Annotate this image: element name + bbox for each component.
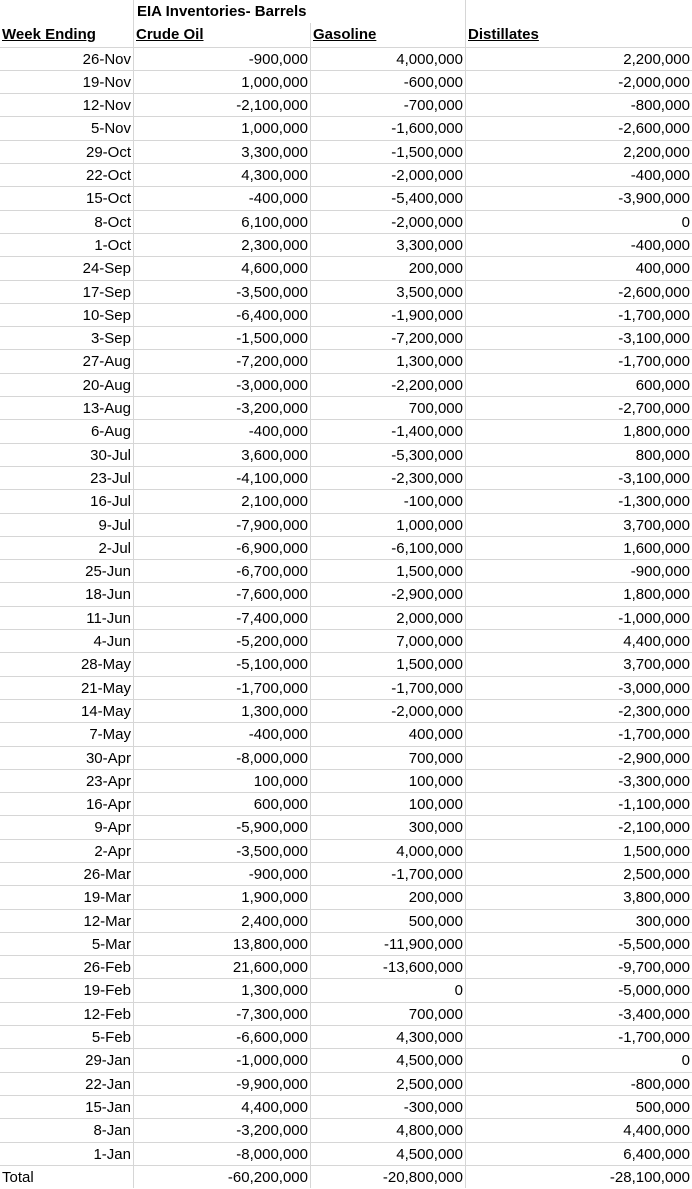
distillates-cell[interactable]: -1,700,000 [465,1025,692,1048]
gasoline-cell[interactable]: 2,500,000 [310,1072,465,1095]
header-crude-oil[interactable]: Crude Oil [133,23,310,46]
week-ending-cell[interactable]: 2-Apr [0,839,133,862]
gasoline-cell[interactable]: 0 [310,978,465,1001]
week-ending-cell[interactable]: 2-Jul [0,536,133,559]
table-row [0,839,692,862]
week-ending-cell[interactable]: 11-Jun [0,606,133,629]
distillates-cell[interactable]: 4,400,000 [465,629,692,652]
week-ending-cell[interactable]: 4-Jun [0,629,133,652]
gasoline-cell[interactable]: 4,000,000 [310,839,465,862]
gasoline-cell[interactable]: -1,400,000 [310,419,465,442]
distillates-cell[interactable]: -9,700,000 [465,955,692,978]
crude-oil-cell[interactable]: -900,000 [133,862,310,885]
distillates-cell[interactable]: -800,000 [465,1072,692,1095]
distillates-cell[interactable]: 800,000 [465,443,692,466]
distillates-cell[interactable]: -2,600,000 [465,116,692,139]
table-row [0,676,692,699]
distillates-cell[interactable]: -1,700,000 [465,303,692,326]
distillates-cell[interactable]: -2,000,000 [465,70,692,93]
table-row [0,932,692,955]
gasoline-cell[interactable]: -7,200,000 [310,326,465,349]
table-row [0,1048,692,1071]
table-row [0,792,692,815]
title-row [0,0,692,23]
total-distillates[interactable]: -28,100,000 [465,1165,692,1188]
crude-oil-cell[interactable]: -900,000 [133,47,310,70]
crude-oil-cell[interactable]: 1,900,000 [133,885,310,908]
week-ending-cell[interactable]: 17-Sep [0,280,133,303]
crude-oil-cell[interactable]: -5,100,000 [133,652,310,675]
crude-oil-cell[interactable]: 2,300,000 [133,233,310,256]
crude-oil-cell[interactable]: -3,500,000 [133,839,310,862]
distillates-cell[interactable]: 2,200,000 [465,140,692,163]
table-row [0,815,692,838]
table-row [0,349,692,372]
week-ending-cell[interactable]: 9-Apr [0,815,133,838]
gasoline-cell[interactable]: 700,000 [310,1002,465,1025]
gasoline-cell[interactable]: -1,900,000 [310,303,465,326]
crude-oil-cell[interactable]: -400,000 [133,419,310,442]
distillates-cell[interactable]: 3,800,000 [465,885,692,908]
gasoline-cell[interactable]: -1,600,000 [310,116,465,139]
distillates-cell[interactable]: 2,500,000 [465,862,692,885]
distillates-cell[interactable]: -2,700,000 [465,396,692,419]
crude-oil-cell[interactable]: 21,600,000 [133,955,310,978]
crude-oil-cell[interactable]: -6,400,000 [133,303,310,326]
week-ending-cell[interactable]: 8-Oct [0,210,133,233]
distillates-cell[interactable]: -5,500,000 [465,932,692,955]
week-ending-cell[interactable]: 5-Mar [0,932,133,955]
header-distillates[interactable]: Distillates [465,23,692,46]
distillates-cell[interactable]: -800,000 [465,93,692,116]
week-ending-cell[interactable]: 29-Jan [0,1048,133,1071]
table-row [0,93,692,116]
week-ending-cell[interactable]: 23-Jul [0,466,133,489]
table-row [0,466,692,489]
crude-oil-cell[interactable]: -1,000,000 [133,1048,310,1071]
total-gasoline[interactable]: -20,800,000 [310,1165,465,1188]
distillates-cell[interactable]: -400,000 [465,163,692,186]
distillates-cell[interactable]: -2,100,000 [465,815,692,838]
table-row [0,419,692,442]
crude-oil-cell[interactable]: -7,900,000 [133,513,310,536]
gasoline-cell[interactable]: -2,300,000 [310,466,465,489]
table-row [0,746,692,769]
crude-oil-cell[interactable]: -7,400,000 [133,606,310,629]
week-ending-cell[interactable]: 18-Jun [0,582,133,605]
crude-oil-cell[interactable]: -8,000,000 [133,1142,310,1165]
week-ending-cell[interactable]: 19-Mar [0,885,133,908]
distillates-cell[interactable]: -3,900,000 [465,186,692,209]
distillates-cell[interactable]: 6,400,000 [465,1142,692,1165]
week-ending-cell[interactable]: 7-May [0,722,133,745]
week-ending-cell[interactable]: 5-Nov [0,116,133,139]
table-row [0,256,692,279]
week-ending-cell[interactable]: 15-Oct [0,186,133,209]
table-row [0,210,692,233]
table-row [0,233,692,256]
week-ending-cell[interactable]: 8-Jan [0,1118,133,1141]
distillates-cell[interactable]: 0 [465,210,692,233]
table-row [0,722,692,745]
crude-oil-cell[interactable]: 3,600,000 [133,443,310,466]
week-ending-cell[interactable]: 27-Aug [0,349,133,372]
table-row [0,1025,692,1048]
distillates-cell[interactable]: -3,000,000 [465,676,692,699]
week-ending-cell[interactable]: 16-Jul [0,489,133,512]
week-ending-cell[interactable]: 25-Jun [0,559,133,582]
table-row [0,489,692,512]
gasoline-cell[interactable]: 1,300,000 [310,349,465,372]
table-row [0,70,692,93]
header-week-ending[interactable]: Week Ending [2,26,96,44]
week-ending-cell[interactable]: 12-Nov [0,93,133,116]
table-row [0,163,692,186]
crude-oil-cell[interactable]: -9,900,000 [133,1072,310,1095]
week-ending-cell[interactable]: 14-May [0,699,133,722]
week-ending-cell[interactable]: 29-Oct [0,140,133,163]
crude-oil-cell[interactable]: 3,300,000 [133,140,310,163]
gasoline-cell[interactable]: 4,800,000 [310,1118,465,1141]
gasoline-cell[interactable]: -13,600,000 [310,955,465,978]
distillates-cell[interactable]: -1,300,000 [465,489,692,512]
gasoline-cell[interactable]: 1,500,000 [310,559,465,582]
distillates-cell[interactable]: -1,700,000 [465,349,692,372]
week-ending-cell[interactable]: 19-Feb [0,978,133,1001]
crude-oil-cell[interactable]: 2,100,000 [133,489,310,512]
gasoline-cell[interactable]: -2,900,000 [310,582,465,605]
sheet-title[interactable]: EIA Inventories- Barrels [133,0,310,23]
distillates-cell[interactable]: 2,200,000 [465,47,692,70]
distillates-cell[interactable]: -3,300,000 [465,769,692,792]
gasoline-cell[interactable]: -5,400,000 [310,186,465,209]
distillates-cell[interactable]: 4,400,000 [465,1118,692,1141]
table-row [0,326,692,349]
week-ending-cell[interactable]: 22-Oct [0,163,133,186]
week-ending-cell[interactable]: 20-Aug [0,373,133,396]
distillates-cell[interactable]: -3,100,000 [465,466,692,489]
crude-oil-cell[interactable]: 4,400,000 [133,1095,310,1118]
table-row [0,1072,692,1095]
week-ending-cell[interactable]: 1-Oct [0,233,133,256]
table-row [0,699,692,722]
distillates-cell[interactable]: -2,900,000 [465,746,692,769]
week-ending-cell[interactable]: 30-Jul [0,443,133,466]
gasoline-cell[interactable]: 100,000 [310,769,465,792]
gasoline-cell[interactable]: 700,000 [310,396,465,419]
crude-oil-cell[interactable]: 2,400,000 [133,909,310,932]
week-ending-cell[interactable]: 26-Nov [0,47,133,70]
crude-oil-cell[interactable]: -6,700,000 [133,559,310,582]
crude-oil-cell[interactable]: -6,600,000 [133,1025,310,1048]
week-ending-cell[interactable]: 15-Jan [0,1095,133,1118]
header-row [0,23,692,46]
crude-oil-cell[interactable]: 4,600,000 [133,256,310,279]
gasoline-cell[interactable]: 500,000 [310,909,465,932]
distillates-cell[interactable]: -900,000 [465,559,692,582]
distillates-cell[interactable]: -1,100,000 [465,792,692,815]
crude-oil-cell[interactable]: 6,100,000 [133,210,310,233]
week-ending-cell[interactable]: 30-Apr [0,746,133,769]
crude-oil-cell[interactable]: 4,300,000 [133,163,310,186]
total-row [0,1165,692,1188]
distillates-cell[interactable]: 400,000 [465,256,692,279]
gasoline-cell[interactable]: 200,000 [310,885,465,908]
crude-oil-cell[interactable]: -3,500,000 [133,280,310,303]
week-ending-cell[interactable]: 19-Nov [0,70,133,93]
gasoline-cell[interactable]: -1,700,000 [310,676,465,699]
week-ending-cell[interactable]: 26-Feb [0,955,133,978]
total-crude-oil[interactable]: -60,200,000 [133,1165,310,1188]
distillates-cell[interactable]: -1,700,000 [465,722,692,745]
gasoline-cell[interactable]: -100,000 [310,489,465,512]
gasoline-cell[interactable]: 700,000 [310,746,465,769]
table-row [0,280,692,303]
table-row [0,1002,692,1025]
table-row [0,909,692,932]
table-row [0,978,692,1001]
table-row [0,862,692,885]
gasoline-cell[interactable]: -6,100,000 [310,536,465,559]
gasoline-cell[interactable]: -5,300,000 [310,443,465,466]
crude-oil-cell[interactable]: 1,300,000 [133,978,310,1001]
table-row [0,116,692,139]
distillates-cell[interactable]: -1,000,000 [465,606,692,629]
table-row [0,1118,692,1141]
distillates-cell[interactable]: -3,100,000 [465,326,692,349]
table-row [0,629,692,652]
gasoline-cell[interactable]: 3,500,000 [310,280,465,303]
week-ending-cell[interactable]: 16-Apr [0,792,133,815]
crude-oil-cell[interactable]: -3,200,000 [133,396,310,419]
week-ending-cell[interactable]: 28-May [0,652,133,675]
crude-oil-cell[interactable]: -400,000 [133,186,310,209]
distillates-cell[interactable]: -2,300,000 [465,699,692,722]
crude-oil-cell[interactable]: -3,200,000 [133,1118,310,1141]
week-ending-cell[interactable]: 12-Mar [0,909,133,932]
table-row [0,885,692,908]
title-blank-cell[interactable] [0,0,133,23]
gasoline-cell[interactable]: -2,000,000 [310,699,465,722]
crude-oil-cell[interactable]: -3,000,000 [133,373,310,396]
title-blank-cell[interactable] [465,0,692,23]
table-row [0,513,692,536]
table-row [0,186,692,209]
distillates-cell[interactable]: 1,600,000 [465,536,692,559]
gasoline-cell[interactable]: 100,000 [310,792,465,815]
table-row [0,1095,692,1118]
table-row [0,582,692,605]
week-ending-cell[interactable]: 10-Sep [0,303,133,326]
crude-oil-cell[interactable]: -7,200,000 [133,349,310,372]
header-gasoline[interactable]: Gasoline [310,23,465,46]
table-row [0,955,692,978]
crude-oil-cell[interactable]: -4,100,000 [133,466,310,489]
crude-oil-cell[interactable]: 600,000 [133,792,310,815]
crude-oil-cell[interactable]: 13,800,000 [133,932,310,955]
distillates-cell[interactable]: 0 [465,1048,692,1071]
distillates-cell[interactable]: -400,000 [465,233,692,256]
gasoline-cell[interactable]: 400,000 [310,722,465,745]
week-ending-cell[interactable]: 26-Mar [0,862,133,885]
distillates-cell[interactable]: 1,800,000 [465,582,692,605]
crude-oil-cell[interactable]: -2,100,000 [133,93,310,116]
week-ending-cell[interactable]: 9-Jul [0,513,133,536]
data-rows [0,47,692,1165]
table-row [0,303,692,326]
crude-oil-cell[interactable]: 100,000 [133,769,310,792]
week-ending-cell[interactable]: 23-Apr [0,769,133,792]
week-ending-cell[interactable]: 24-Sep [0,256,133,279]
gasoline-cell[interactable]: -300,000 [310,1095,465,1118]
table-row [0,373,692,396]
table-row [0,652,692,675]
crude-oil-cell[interactable]: -1,700,000 [133,676,310,699]
gasoline-cell[interactable]: -1,500,000 [310,140,465,163]
gasoline-cell[interactable]: 4,500,000 [310,1048,465,1071]
gasoline-cell[interactable]: 200,000 [310,256,465,279]
week-ending-cell[interactable]: 13-Aug [0,396,133,419]
crude-oil-cell[interactable]: 1,000,000 [133,116,310,139]
gasoline-cell[interactable]: -2,000,000 [310,163,465,186]
table-row [0,1142,692,1165]
distillates-cell[interactable]: -3,400,000 [465,1002,692,1025]
distillates-cell[interactable]: 1,500,000 [465,839,692,862]
gasoline-cell[interactable]: 4,000,000 [310,47,465,70]
table-row [0,443,692,466]
table-row [0,47,692,70]
gasoline-cell[interactable]: -2,000,000 [310,210,465,233]
week-ending-cell[interactable]: 5-Feb [0,1025,133,1048]
week-ending-cell[interactable]: 21-May [0,676,133,699]
week-ending-cell[interactable]: 1-Jan [0,1142,133,1165]
table-row [0,606,692,629]
gasoline-cell[interactable]: 1,000,000 [310,513,465,536]
gasoline-cell[interactable]: -2,200,000 [310,373,465,396]
total-label[interactable]: Total [0,1165,133,1188]
week-ending-cell[interactable]: 6-Aug [0,419,133,442]
distillates-cell[interactable]: 600,000 [465,373,692,396]
distillates-cell[interactable]: 500,000 [465,1095,692,1118]
crude-oil-cell[interactable]: -400,000 [133,722,310,745]
crude-oil-cell[interactable]: 1,000,000 [133,70,310,93]
week-ending-cell[interactable]: 22-Jan [0,1072,133,1095]
crude-oil-cell[interactable]: -1,500,000 [133,326,310,349]
crude-oil-cell[interactable]: -5,900,000 [133,815,310,838]
crude-oil-cell[interactable]: -7,600,000 [133,582,310,605]
crude-oil-cell[interactable]: -7,300,000 [133,1002,310,1025]
distillates-cell[interactable]: -2,600,000 [465,280,692,303]
gasoline-cell[interactable]: 300,000 [310,815,465,838]
gasoline-cell[interactable]: -600,000 [310,70,465,93]
gasoline-cell[interactable]: 1,500,000 [310,652,465,675]
distillates-cell[interactable]: 3,700,000 [465,652,692,675]
crude-oil-cell[interactable]: 1,300,000 [133,699,310,722]
distillates-cell[interactable]: -5,000,000 [465,978,692,1001]
gasoline-cell[interactable]: -1,700,000 [310,862,465,885]
crude-oil-cell[interactable]: -5,200,000 [133,629,310,652]
gasoline-cell[interactable]: -700,000 [310,93,465,116]
table-row [0,140,692,163]
gasoline-cell[interactable]: 3,300,000 [310,233,465,256]
week-ending-cell[interactable]: 3-Sep [0,326,133,349]
table-row [0,559,692,582]
crude-oil-cell[interactable]: -8,000,000 [133,746,310,769]
gasoline-cell[interactable]: 2,000,000 [310,606,465,629]
gasoline-cell[interactable]: 7,000,000 [310,629,465,652]
gasoline-cell[interactable]: 4,500,000 [310,1142,465,1165]
distillates-cell[interactable]: 3,700,000 [465,513,692,536]
gasoline-cell[interactable]: -11,900,000 [310,932,465,955]
table-row [0,396,692,419]
gasoline-cell[interactable]: 4,300,000 [310,1025,465,1048]
distillates-cell[interactable]: 1,800,000 [465,419,692,442]
table-row [0,536,692,559]
distillates-cell[interactable]: 300,000 [465,909,692,932]
table-row [0,769,692,792]
crude-oil-cell[interactable]: -6,900,000 [133,536,310,559]
week-ending-cell[interactable]: 12-Feb [0,1002,133,1025]
